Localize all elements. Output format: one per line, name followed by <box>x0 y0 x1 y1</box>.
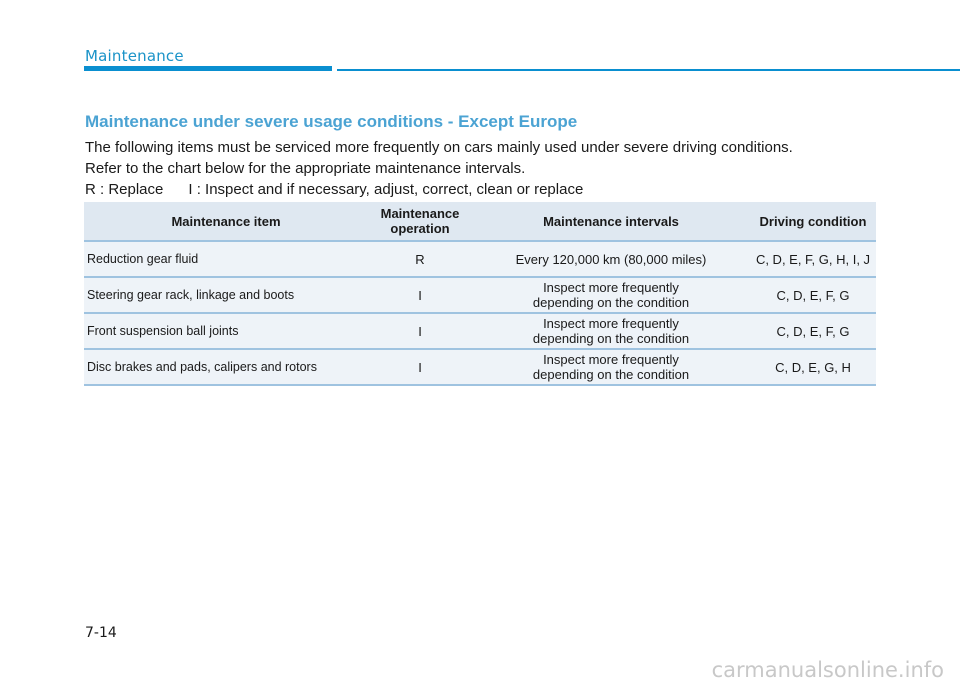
cell-interval <box>472 349 750 385</box>
cell-condition: C, D, E, F, G <box>750 313 876 349</box>
cell-condition: C, D, E, F, G, H, I, J <box>750 241 876 277</box>
cell-interval <box>472 313 750 349</box>
header-maintenance-operation <box>368 202 472 241</box>
page-number: 7-14 <box>85 625 117 641</box>
cell-operation: I <box>368 349 472 385</box>
interval-line2: depending on the condition <box>532 295 690 310</box>
interval-line1: Every 120,000 km (80,000 miles) <box>515 251 707 267</box>
header-rule-thick <box>84 66 332 71</box>
header-operation-line1: Maintenance <box>380 206 460 221</box>
header-operation-line2: operation <box>390 221 450 236</box>
cell-condition: C, D, E, G, H <box>750 349 876 385</box>
intro-line: The following items must be serviced more frequently on cars mainly used under severe driving conditions. <box>85 139 793 156</box>
header-rule-thin <box>337 69 960 71</box>
cell-condition: C, D, E, F, G <box>750 277 876 313</box>
section-title: Maintenance <box>85 47 184 65</box>
interval-line2: depending on the condition <box>532 331 690 346</box>
cell-item: Steering gear rack, linkage and boots <box>84 277 368 313</box>
cell-interval <box>472 241 750 277</box>
table-row <box>84 241 876 277</box>
header-maintenance-item: Maintenance item <box>84 202 368 241</box>
maintenance-table <box>84 202 876 386</box>
page-heading: Maintenance under severe usage conditions - Except Europe <box>85 112 578 131</box>
interval-line1: Inspect more frequently <box>543 316 679 331</box>
table-row <box>84 277 876 313</box>
cell-operation: R <box>368 241 472 277</box>
cell-item: Disc brakes and pads, calipers and rotors <box>84 349 368 385</box>
legend-line: R : Replace I : Inspect and if necessary, adjust, correct, clean or replace <box>85 181 584 198</box>
cell-item: Reduction gear fluid <box>84 241 368 277</box>
intro-text <box>85 137 885 200</box>
watermark: carmanualsonline.info <box>711 658 944 682</box>
interval-line2: depending on the condition <box>532 367 690 382</box>
cell-interval <box>472 277 750 313</box>
interval-line1: Inspect more frequently <box>543 352 679 367</box>
table-row <box>84 313 876 349</box>
cell-operation: I <box>368 313 472 349</box>
cell-item: Front suspension ball joints <box>84 313 368 349</box>
intro-line: Refer to the chart below for the appropriate maintenance intervals. <box>85 160 526 177</box>
interval-line1: Inspect more frequently <box>543 280 679 295</box>
cell-operation: I <box>368 277 472 313</box>
table-row <box>84 349 876 385</box>
header-maintenance-intervals: Maintenance intervals <box>472 202 750 241</box>
table-header-row <box>84 202 876 241</box>
header-driving-condition: Driving condition <box>750 202 876 241</box>
